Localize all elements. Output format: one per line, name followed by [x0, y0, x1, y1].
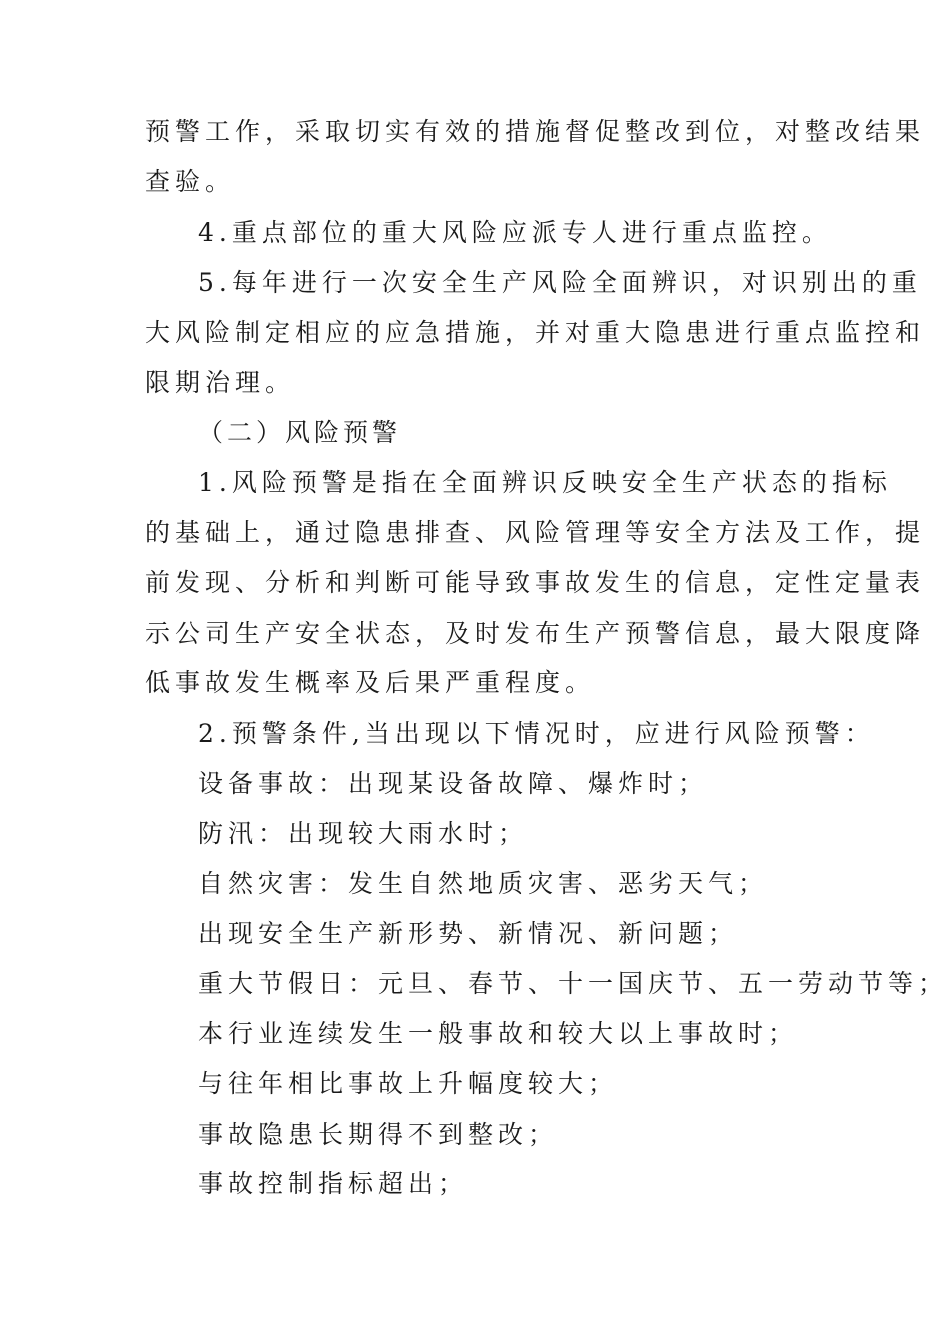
paragraph-line-2: 查验。 — [145, 167, 236, 196]
item-1-line-5: 低事故发生概率及后果严重程度。 — [145, 668, 596, 697]
condition-new-situation: 出现安全生产新形势、新情况、新问题； — [198, 919, 739, 948]
item-1-line-3: 前发现、分析和判断可能导致事故发生的信息，定性定量表 — [145, 568, 926, 597]
item-4-line: 4.重点部位的重大风险应派专人进行重点监控。 — [198, 218, 832, 247]
paragraph-line-1: 预警工作，采取切实有效的措施督促整改到位，对整改结果 — [145, 117, 926, 146]
item-2-line: 2.预警条件,当出现以下情况时，应进行风险预警： — [198, 719, 875, 748]
item-5-line-3: 限期治理。 — [145, 368, 296, 397]
item-5-line-2: 大风险制定相应的应急措施，并对重大隐患进行重点监控和 — [145, 318, 926, 347]
condition-hazard-not-rectified: 事故隐患长期得不到整改； — [198, 1120, 559, 1149]
item-5-line-1: 5.每年进行一次安全生产风险全面辨识，对识别出的重 — [198, 268, 922, 297]
condition-control-index-exceeded: 事故控制指标超出； — [198, 1169, 469, 1198]
condition-natural-disaster: 自然灾害：发生自然地质灾害、恶劣天气； — [198, 869, 769, 898]
section-heading-risk-warning: （二）风险预警 — [198, 418, 402, 447]
condition-industry-accidents: 本行业连续发生一般事故和较大以上事故时； — [198, 1019, 799, 1048]
condition-accident-increase: 与往年相比事故上升幅度较大； — [198, 1069, 619, 1098]
item-1-line-1: 1.风险预警是指在全面辨识反映安全生产状态的指标 — [198, 468, 892, 497]
item-1-line-2: 的基础上，通过隐患排查、风险管理等安全方法及工作，提 — [145, 518, 926, 547]
condition-flood-control: 防汛：出现较大雨水时； — [198, 819, 529, 848]
item-1-line-4: 示公司生产安全状态，及时发布生产预警信息，最大限度降 — [145, 619, 926, 648]
condition-equipment-accident: 设备事故：出现某设备故障、爆炸时； — [198, 769, 709, 798]
condition-major-holidays: 重大节假日：元旦、春节、十一国庆节、五一劳动节等； — [198, 969, 949, 998]
